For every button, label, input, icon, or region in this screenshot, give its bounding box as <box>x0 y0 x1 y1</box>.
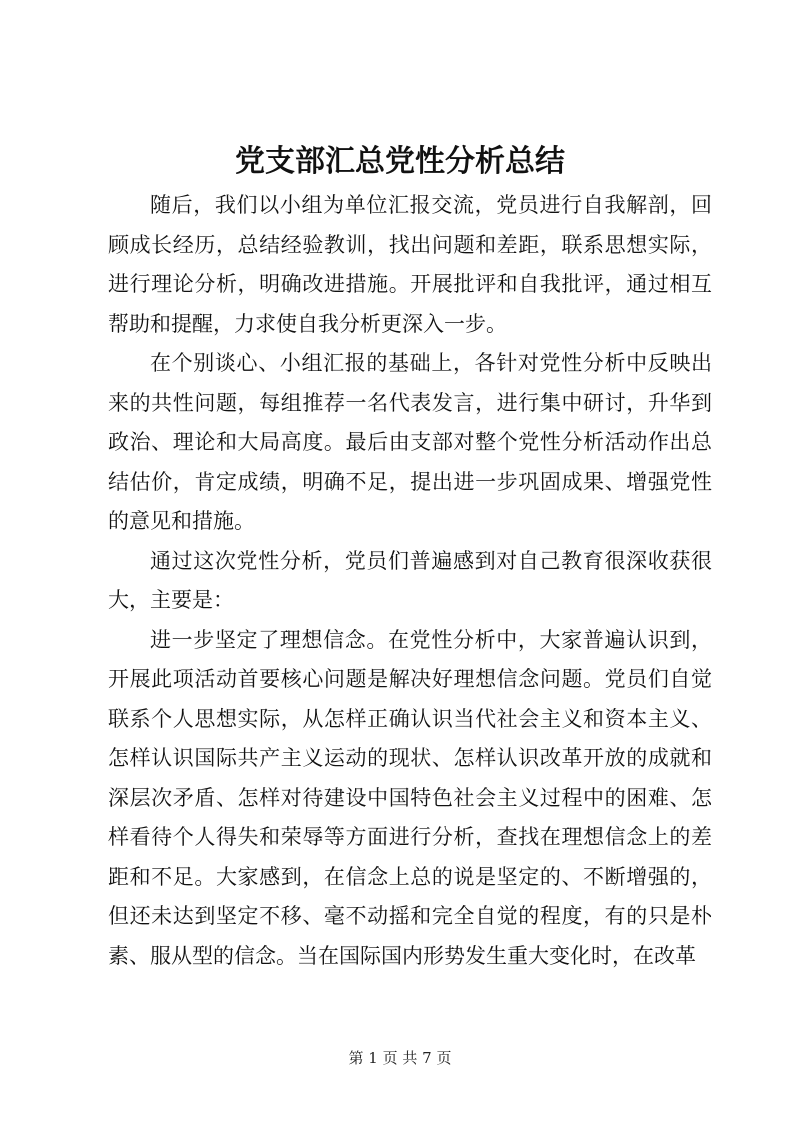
document-body <box>108 186 712 976</box>
page-number-footer: 第 1 页 共 7 页 <box>348 1049 452 1067</box>
body-paragraph: 进一步坚定了理想信念。在党性分析中，大家普遍认识到，开展此项活动首要核心问题是解决好理想信念问题。党员们自觉联系个人思想实际，从怎样正确认识当代社会主义和资本主义、怎样认识国际共产主义运动的现状、怎样认识改革开放的成就和深层次矛盾、怎样对待建设中国特色社会主义过程中的困难、怎样看待个人得失和荣辱等方面进行分析，查找在理想信念上的差距和不足。大家感到，在信念上总的说是坚定的、不断增强的，但还未达到坚定不移、毫不动摇和完全自觉的程度，有的只是朴素、服从型的信念。当在国际国内形势发生重大变化时，在改革 <box>108 627 712 968</box>
body-paragraph: 随后，我们以小组为单位汇报交流，党员进行自我解剖，回顾成长经历，总结经验教训，找出问题和差距，联系思想实际，进行理论分析，明确改进措施。开展批评和自我批评，通过相互帮助和提醒，力求使自我分析更深入一步。 <box>108 193 712 336</box>
document-title: 党支部汇总党性分析总结 <box>235 144 565 179</box>
body-paragraph: 通过这次党性分析，党员们普遍感到对自己教育很深收获很大，主要是： <box>108 548 712 612</box>
body-paragraph: 在个别谈心、小组汇报的基础上，各针对党性分析中反映出来的共性问题，每组推荐一名代表发言，进行集中研讨，升华到政治、理论和大局高度。最后由支部对整个党性分析活动作出总结估价，肯定成绩，明确不足，提出进一步巩固成果、增强党性的意见和措施。 <box>108 351 712 533</box>
